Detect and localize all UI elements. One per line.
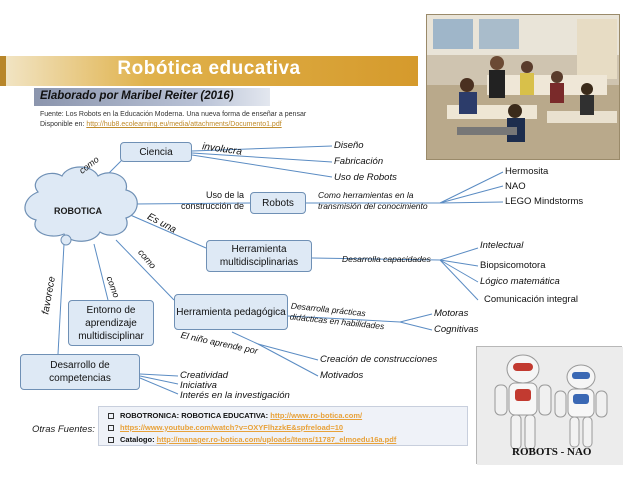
edge-label-favorece: favorece (40, 275, 58, 316)
habilidad-item: Cognitivas (434, 324, 479, 335)
robotica-cloud (25, 167, 137, 241)
robots-item: NAO (505, 181, 526, 192)
page-title: Robótica educativa (117, 58, 301, 79)
edge-label-involucra: involucra (201, 141, 243, 158)
link-url[interactable]: http://www.ro-botica.com/ (270, 411, 363, 420)
bullet-icon (108, 425, 114, 431)
ciencia-item: Fabricación (334, 156, 384, 167)
capacidad-item: Intelectual (480, 240, 524, 251)
link-row (108, 423, 343, 432)
robots-caption: ROBOTS - NAO (512, 446, 592, 458)
capacidad-item: Biopsicomotora (480, 260, 546, 271)
edge-label-uso-construccion: Uso de la construcción de (180, 190, 244, 211)
author-label: Elaborado por Maribel Reiter (2016) (40, 90, 234, 102)
bullet-icon (108, 413, 114, 419)
competencia-item: Interés en la investigación (180, 390, 290, 401)
ciencia-item: Uso de Robots (334, 172, 397, 183)
edge-label-nino-aprende: El niño aprende por (179, 329, 259, 357)
edge-label-como-ciencia: como (77, 154, 101, 176)
habilidad-item: Motoras (434, 308, 469, 319)
otras-fuentes-label: Otras Fuentes: (32, 424, 95, 435)
link-label: ROBOTRONICA: ROBOTICA EDUCATIVA: (120, 411, 271, 420)
node-ciencia: Ciencia (120, 142, 192, 162)
competencia-item: Creatividad (180, 370, 229, 381)
edge-label-desarrolla-capacidades: Desarrolla capacidades (342, 254, 431, 264)
bullet-icon (108, 437, 114, 443)
edge-label-como-herramientas: Como herramientas en la transmisión del conocimiento (318, 190, 428, 211)
available-prefix: Disponible en: (40, 121, 87, 128)
link-row (108, 411, 362, 420)
node-desarrollo-competencias: Desarrollo de competencias (20, 354, 140, 390)
node-robots: Robots (250, 192, 306, 214)
link-url[interactable]: http://manager.ro-botica.com/uploads/Items/11787_elmoedu16a.pdf (156, 435, 397, 444)
edge-label-como-entorno: como (104, 274, 122, 300)
node-entorno-aprendizaje: Entorno de aprendizaje multidisciplinar (68, 300, 154, 346)
link-label: Catalogo: (120, 435, 157, 444)
link-row (108, 435, 396, 444)
node-herramienta-pedagogica: Herramienta pedagógica (174, 294, 288, 330)
available-link[interactable]: http://hub8.ecolearning.eu/media/attachments/Documento1.pdf (86, 121, 282, 128)
competencia-item: Iniciativa (180, 380, 217, 391)
source-line: Fuente: Los Robots en la Educación Moderna. Una nueva forma de enseñar a pensar (40, 111, 307, 118)
edge-label-es-una: Es una (145, 211, 178, 236)
central-node-robotica: ROBOTICA (54, 206, 102, 216)
capacidad-item: Lógico matemática (480, 276, 560, 287)
edge-label-como-herramienta: como (136, 247, 158, 271)
aprende-item: Motivados (320, 370, 364, 381)
edge-label-desarrolla-practicas: Desarrolla prácticas didácticas en habilidades (289, 300, 385, 332)
aprende-item: Creación de construcciones (320, 354, 438, 365)
link-url[interactable]: https://www.youtube.com/watch?v=OXYFlhzzkE&spfreload=10 (120, 423, 344, 432)
robots-item: LEGO Mindstorms (505, 196, 584, 207)
robots-item: Hermosita (505, 166, 549, 177)
node-herramienta-multidisciplinarias: Herramienta multidisciplinarias (206, 240, 312, 272)
ciencia-item: Diseño (334, 140, 364, 151)
capacidad-item: Comunicación integral (484, 294, 578, 305)
